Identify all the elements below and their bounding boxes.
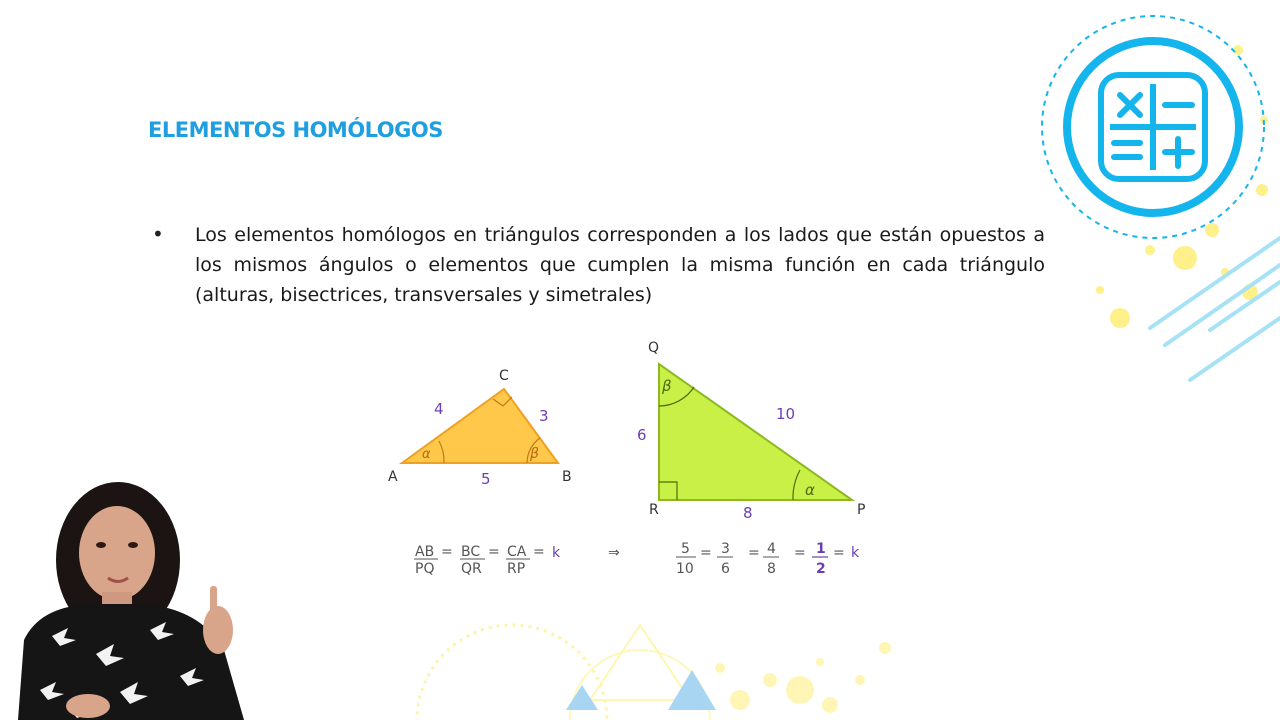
- fraction-denominator: PQ: [415, 561, 435, 577]
- svg-text:=: =: [833, 545, 845, 561]
- fraction-denominator: 8: [767, 561, 776, 577]
- vertex-label-a: A: [388, 469, 398, 485]
- bullet-paragraph: Los elementos homólogos en triángulos corresponden a los lados que están opuestos a los mismos ángulos o elementos que cumplen la misma función en cada triángulo (alturas, bisectrices, transversales y simetrales): [195, 224, 1045, 306]
- fraction-denominator: 10: [676, 561, 694, 577]
- implies-arrow: ⇒: [608, 545, 620, 561]
- fraction-numerator: 5: [681, 541, 690, 557]
- fraction-denominator: 6: [721, 561, 730, 577]
- angle-label-beta: β: [662, 377, 672, 395]
- side-label-ab: 5: [481, 470, 491, 488]
- vertex-label-c: C: [499, 368, 509, 384]
- fraction-numerator: AB: [415, 544, 435, 560]
- svg-text:=: =: [748, 545, 760, 561]
- fraction-numerator: CA: [507, 544, 527, 560]
- svg-text:=: =: [794, 545, 806, 561]
- angle-label-alpha: α: [805, 481, 815, 499]
- fraction-numerator: 3: [721, 541, 730, 557]
- vertex-label-r: R: [649, 502, 659, 518]
- svg-text:=: =: [488, 544, 500, 560]
- vertex-label-p: P: [857, 502, 866, 518]
- svg-text:=: =: [700, 545, 712, 561]
- fraction-denominator: 2: [816, 561, 826, 577]
- vertex-label-q: Q: [648, 340, 660, 356]
- fraction-numerator: 4: [767, 541, 776, 557]
- fraction-denominator: QR: [461, 561, 482, 577]
- side-label-qp: 10: [776, 405, 796, 423]
- fraction-numerator: 1: [816, 541, 826, 557]
- angle-label-alpha: α: [422, 447, 431, 462]
- constant-k: k: [552, 545, 561, 561]
- side-label-ca: 4: [434, 400, 444, 418]
- side-label-qr: 6: [637, 426, 647, 444]
- vertex-label-b: B: [562, 469, 572, 485]
- constant-k: k: [851, 545, 860, 561]
- bullet-marker: •: [152, 222, 164, 246]
- side-label-bc: 3: [539, 407, 549, 425]
- svg-text:=: =: [441, 544, 453, 560]
- svg-text:=: =: [533, 544, 545, 560]
- angle-label-beta: β: [530, 446, 539, 462]
- side-label-rp: 8: [743, 504, 753, 522]
- fraction-denominator: RP: [507, 561, 526, 577]
- fraction-numerator: BC: [461, 544, 481, 560]
- page-title: ELEMENTOS HOMÓLOGOS: [148, 118, 443, 142]
